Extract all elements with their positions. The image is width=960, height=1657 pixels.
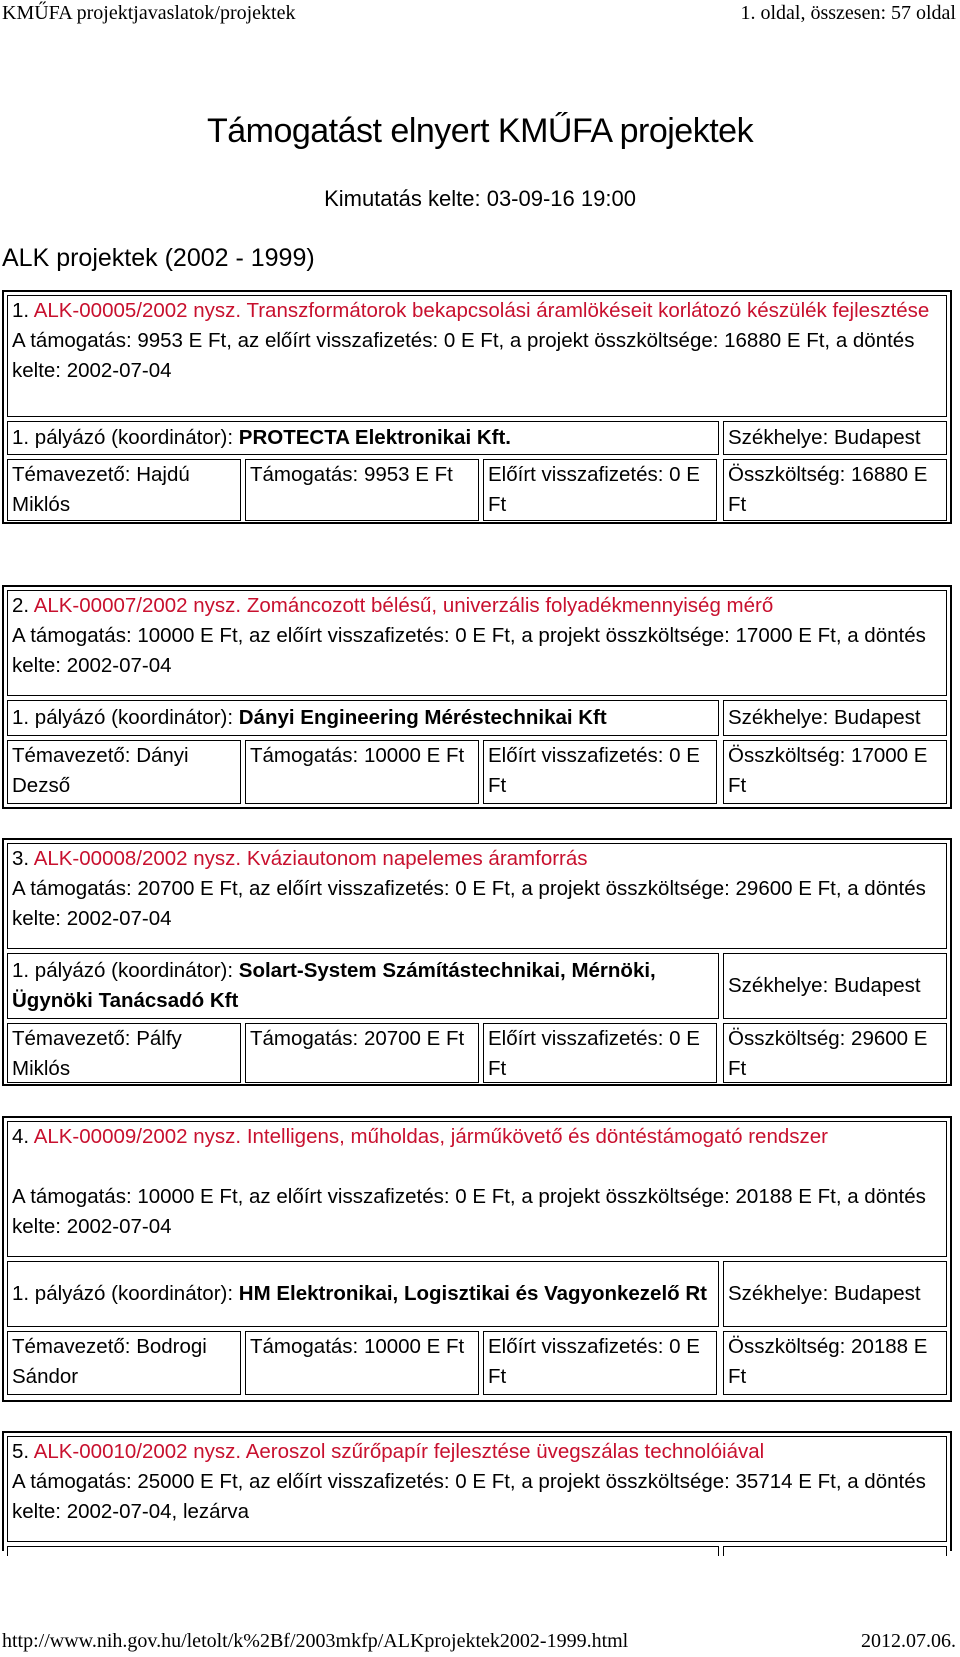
print-footer-url: http://www.nih.gov.hu/letolt/k%2Bf/2003mkfp/ALKprojektek2002-1999.html — [2, 1630, 629, 1652]
project-summary: A támogatás: 9953 E Ft, az előírt visszafizetés: 0 E Ft, a projekt összköltsége: 16880 E Ft, a döntés kelte: 2002-07-04 — [12, 329, 915, 382]
project-summary: A támogatás: 10000 E Ft, az előírt visszafizetés: 0 E Ft, a projekt összköltsége: 17000 E Ft, a döntés kelte: 2002-07-04 — [12, 624, 926, 677]
applicant-name: Dányi Engineering Méréstechnikai Kft — [238, 706, 607, 729]
print-header-page-count: 1. oldal, összesen: 57 oldal — [740, 2, 956, 24]
project-info-cell — [7, 1121, 947, 1257]
print-footer — [0, 1628, 960, 1657]
applicant-name: HM Elektronikai, Logisztikai és Vagyonkezelő Rt — [238, 1282, 707, 1305]
project-code-link[interactable]: ALK-00009/2002 nysz. — [33, 1125, 242, 1148]
repayment-cell: Előírt visszafizetés: 0 E Ft — [483, 1331, 717, 1395]
print-footer-date: 2012.07.06. — [861, 1630, 956, 1652]
applicant-cell — [7, 421, 719, 455]
project-number: 5. — [12, 1440, 30, 1463]
project-leader-cell: Témavezető: Bodrogi Sándor — [7, 1331, 241, 1395]
section-title: ALK projektek (2002 - 1999) — [2, 244, 315, 272]
project-number: 4. — [12, 1125, 30, 1148]
report-date-label: Kimutatás kelte: — [324, 186, 481, 211]
project-code-link[interactable]: ALK-00010/2002 nysz. — [33, 1440, 242, 1463]
project-code-link[interactable]: ALK-00007/2002 nysz. — [33, 594, 242, 617]
project-title-link[interactable]: Intelligens, műholdas, járműkövető és döntéstámogató rendszer — [246, 1125, 828, 1148]
support-amount-cell: Támogatás: 10000 E Ft — [245, 740, 479, 804]
total-cost-cell: Összköltség: 16880 E Ft — [723, 459, 947, 521]
project-info-cell — [7, 1436, 947, 1542]
support-amount-cell: Támogatás: 9953 E Ft — [245, 459, 479, 521]
repayment-cell: Előírt visszafizetés: 0 E Ft — [483, 740, 717, 804]
total-cost-cell: Összköltség: 17000 E Ft — [723, 740, 947, 804]
project-number: 2. — [12, 594, 30, 617]
project-info-cell — [7, 590, 947, 696]
report-date-value: 03-09-16 19:00 — [486, 186, 636, 211]
project-summary: A támogatás: 25000 E Ft, az előírt visszafizetés: 0 E Ft, a projekt összköltsége: 35714 E Ft, a döntés kelte: 2002-07-04, lezárva — [12, 1470, 926, 1523]
applicant-cell — [7, 1546, 719, 1556]
project-title-link[interactable]: Kváziautonom napelemes áramforrás — [246, 847, 588, 870]
applicant-label: 1. pályázó (koordinátor): — [12, 426, 234, 449]
seat-cell: Székhelye: Budapest — [723, 421, 947, 455]
project-number: 3. — [12, 847, 30, 870]
seat-cell: Székhelye: Budapest — [723, 953, 947, 1019]
applicant-name: PROTECTA Elektronikai Kft. — [238, 426, 511, 449]
support-amount-cell: Támogatás: 20700 E Ft — [245, 1023, 479, 1083]
repayment-cell: Előírt visszafizetés: 0 E Ft — [483, 1023, 717, 1083]
seat-cell — [723, 1546, 947, 1556]
project-info-cell — [7, 843, 947, 949]
print-header-title: KMŰFA projektjavaslatok/projektek — [2, 2, 296, 24]
seat-cell: Székhelye: Budapest — [723, 1261, 947, 1327]
project-code-link[interactable]: ALK-00008/2002 nysz. — [33, 847, 242, 870]
applicant-label: 1. pályázó (koordinátor): — [12, 706, 234, 729]
applicant-cell — [7, 953, 719, 1019]
project-number: 1. — [12, 299, 30, 322]
project-card — [2, 838, 952, 1086]
report-date — [0, 186, 960, 212]
project-info-cell — [7, 295, 947, 417]
support-amount-cell: Támogatás: 10000 E Ft — [245, 1331, 479, 1395]
project-leader-cell: Témavezető: Hajdú Miklós — [7, 459, 241, 521]
project-title-link[interactable]: Zománcozott bélésű, univerzális folyadékmennyiség mérő — [246, 594, 774, 617]
project-card — [2, 1116, 952, 1402]
project-title-link[interactable]: Aeroszol szűrőpapír fejlesztése üvegszálas technolóiával — [245, 1440, 765, 1463]
applicant-label: 1. pályázó (koordinátor): — [12, 1282, 234, 1305]
applicant-cell — [7, 1261, 719, 1327]
project-title-link[interactable]: Transzformátorok bekapcsolási áramlökéseit korlátozó készülék fejlesztése — [246, 299, 930, 322]
page-title: Támogatást elnyert KMŰFA projektek — [206, 112, 754, 150]
project-leader-cell: Témavezető: Pálfy Miklós — [7, 1023, 241, 1083]
applicant-name: Solart-System Számítástechnikai, Mérnöki, Ügynöki Tanácsadó Kft — [12, 959, 656, 1012]
seat-cell: Székhelye: Budapest — [723, 700, 947, 736]
project-summary: A támogatás: 10000 E Ft, az előírt visszafizetés: 0 E Ft, a projekt összköltsége: 20188 E Ft, a döntés kelte: 2002-07-04 — [12, 1185, 926, 1238]
project-card — [2, 290, 952, 524]
total-cost-cell: Összköltség: 29600 E Ft — [723, 1023, 947, 1083]
repayment-cell: Előírt visszafizetés: 0 E Ft — [483, 459, 717, 521]
applicant-cell — [7, 700, 719, 736]
project-code-link[interactable]: ALK-00005/2002 nysz. — [33, 299, 242, 322]
project-summary: A támogatás: 20700 E Ft, az előírt visszafizetés: 0 E Ft, a projekt összköltsége: 29600 E Ft, a döntés kelte: 2002-07-04 — [12, 877, 926, 930]
project-card — [2, 1431, 952, 1551]
project-card — [2, 585, 952, 809]
print-header — [0, 0, 960, 30]
total-cost-cell: Összköltség: 20188 E Ft — [723, 1331, 947, 1395]
applicant-label: 1. pályázó (koordinátor): — [12, 959, 234, 982]
project-leader-cell: Témavezető: Dányi Dezső — [7, 740, 241, 804]
